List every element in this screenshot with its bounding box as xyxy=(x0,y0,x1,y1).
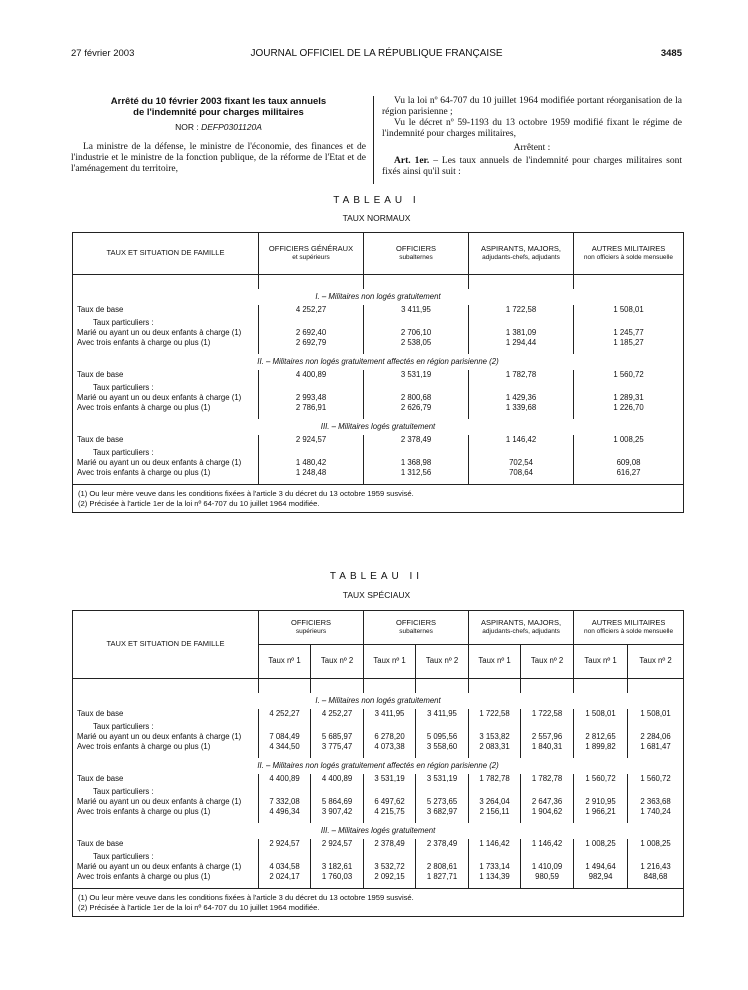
t1-header-officiers: OFFICIERS subalternes xyxy=(364,233,469,275)
row-label: Taux particuliers : xyxy=(73,852,259,862)
footnotes xyxy=(73,485,684,513)
value-cell: 2 800,68 xyxy=(364,393,469,403)
value-cell: 2 808,61 xyxy=(416,862,469,872)
spacer-row xyxy=(73,275,684,290)
value-cell: 3 532,72 xyxy=(364,862,416,872)
value-cell: 1 966,21 xyxy=(574,807,628,817)
value-cell: 1 429,36 xyxy=(469,393,574,403)
spacer-cell xyxy=(469,679,521,694)
value-cell: 2 812,65 xyxy=(574,732,628,742)
footnote: (1) Ou leur mère veuve dans les conditions fixées à l'article 3 du décret du 13 octobre 1959 susvisé. xyxy=(78,893,414,902)
row-label: Marié ou ayant un ou deux enfants à charge (1) xyxy=(73,732,259,742)
section-title: II. – Militaires non logés gratuitement affectés en région parisienne (2) xyxy=(73,354,684,370)
value-cell: 2 156,11 xyxy=(469,807,521,817)
base-rate-row xyxy=(73,370,684,380)
rate-header: Taux nº 1 xyxy=(574,645,628,679)
t2-header-officiers-subalternes: OFFICIERS subalternes xyxy=(364,611,469,645)
value-cell xyxy=(628,852,684,862)
spacer-cell xyxy=(259,275,364,290)
value-cell: 4 252,27 xyxy=(259,709,311,719)
value-cell: 1 248,48 xyxy=(259,468,364,478)
value-cell: 6 278,20 xyxy=(364,732,416,742)
value-cell: 1 480,42 xyxy=(259,458,364,468)
section-title-row xyxy=(73,693,684,709)
article-intro: La ministre de la défense, le ministre de l'économie, des finances et de l'industrie et le ministre de la fonction publique, de la réforme de l'Etat et de l'aménagement du territoire, xyxy=(71,142,366,174)
footnotes-row xyxy=(73,889,684,917)
base-rate-row xyxy=(73,774,684,784)
column-separator xyxy=(373,96,374,184)
value-cell xyxy=(628,722,684,732)
value-cell: 4 496,34 xyxy=(259,807,311,817)
value-cell: 1 146,42 xyxy=(469,839,521,849)
value-cell xyxy=(311,722,364,732)
spacer-cell xyxy=(73,275,259,290)
value-cell xyxy=(259,852,311,862)
particular-rate-row xyxy=(73,403,684,413)
value-cell: 1 840,31 xyxy=(521,742,574,752)
section-title-row xyxy=(73,823,684,839)
particular-rate-row xyxy=(73,338,684,348)
value-cell: 708,64 xyxy=(469,468,574,478)
particular-rate-row xyxy=(73,458,684,468)
base-rate-row xyxy=(73,839,684,849)
value-cell xyxy=(521,852,574,862)
value-cell: 1 146,42 xyxy=(521,839,574,849)
spacer-cell xyxy=(364,275,469,290)
value-cell xyxy=(364,722,416,732)
section-title: I. – Militaires non logés gratuitement xyxy=(73,693,684,709)
journal-title: JOURNAL OFFICIEL DE LA RÉPUBLIQUE FRANÇAISE xyxy=(250,48,503,59)
value-cell xyxy=(416,722,469,732)
value-cell: 1 381,09 xyxy=(469,328,574,338)
row-label: Taux de base xyxy=(73,839,259,849)
particular-rate-row xyxy=(73,468,684,478)
value-cell: 7 084,49 xyxy=(259,732,311,742)
value-cell: 2 692,79 xyxy=(259,338,364,348)
vu-loi: Vu la loi nº 64-707 du 10 juillet 1964 modifiée portant réorganisation de la région parisienne ; xyxy=(382,96,682,117)
value-cell: 2 626,79 xyxy=(364,403,469,413)
row-label: Taux particuliers : xyxy=(73,787,259,797)
section-title: II. – Militaires non logés gratuitement affectés en région parisienne (2) xyxy=(73,758,684,774)
row-label: Marié ou ayant un ou deux enfants à charge (1) xyxy=(73,458,259,468)
spacer-cell xyxy=(259,679,311,694)
row-label: Taux particuliers : xyxy=(73,318,259,328)
particuliers-row xyxy=(73,448,684,458)
value-cell: 3 531,19 xyxy=(364,774,416,784)
value-cell: 3 411,95 xyxy=(364,305,469,315)
row-label: Marié ou ayant un ou deux enfants à charge (1) xyxy=(73,797,259,807)
row-label: Marié ou ayant un ou deux enfants à charge (1) xyxy=(73,328,259,338)
value-cell: 7 332,08 xyxy=(259,797,311,807)
value-cell: 980,59 xyxy=(521,872,574,882)
value-cell: 3 153,82 xyxy=(469,732,521,742)
article-right-column xyxy=(382,96,682,178)
value-cell: 1 368,98 xyxy=(364,458,469,468)
value-cell: 2 083,31 xyxy=(469,742,521,752)
particular-rate-row xyxy=(73,872,684,882)
particuliers-row xyxy=(73,318,684,328)
footnote: (1) Ou leur mère veuve dans les conditions fixées à l'article 3 du décret du 13 octobre 1959 susvisé. xyxy=(78,489,414,498)
row-label: Taux de base xyxy=(73,370,259,380)
rate-header: Taux nº 1 xyxy=(259,645,311,679)
particuliers-row xyxy=(73,787,684,797)
row-label: Marié ou ayant un ou deux enfants à charge (1) xyxy=(73,393,259,403)
value-cell: 3 775,47 xyxy=(311,742,364,752)
particular-rate-row xyxy=(73,797,684,807)
value-cell: 1 410,09 xyxy=(521,862,574,872)
value-cell: 3 411,95 xyxy=(364,709,416,719)
value-cell: 1 827,71 xyxy=(416,872,469,882)
footnotes xyxy=(73,889,684,917)
tableau2-title: TABLEAU II xyxy=(329,571,424,582)
row-label: Taux de base xyxy=(73,774,259,784)
value-cell: 1 782,78 xyxy=(469,774,521,784)
spacer-cell xyxy=(574,679,628,694)
value-cell: 2 378,49 xyxy=(416,839,469,849)
value-cell: 3 531,19 xyxy=(364,370,469,380)
value-cell xyxy=(574,383,684,393)
page-number: 3485 xyxy=(660,48,682,59)
nor-reference: NOR : DEFP0301120A xyxy=(175,122,262,132)
value-cell: 2 924,57 xyxy=(259,839,311,849)
particular-rate-row xyxy=(73,862,684,872)
value-cell xyxy=(364,787,416,797)
value-cell: 1 146,42 xyxy=(469,435,574,445)
value-cell: 3 411,95 xyxy=(416,709,469,719)
value-cell: 2 557,96 xyxy=(521,732,574,742)
value-cell: 2 538,05 xyxy=(364,338,469,348)
value-cell: 4 215,75 xyxy=(364,807,416,817)
row-label: Avec trois enfants à charge ou plus (1) xyxy=(73,468,259,478)
particular-rate-row xyxy=(73,742,684,752)
particular-rate-row xyxy=(73,732,684,742)
value-cell xyxy=(469,448,574,458)
section-title: I. – Militaires non logés gratuitement xyxy=(73,289,684,305)
value-cell: 1 560,72 xyxy=(574,370,684,380)
value-cell: 1 294,44 xyxy=(469,338,574,348)
value-cell: 1 185,27 xyxy=(574,338,684,348)
value-cell: 1 008,25 xyxy=(628,839,684,849)
particular-rate-row xyxy=(73,393,684,403)
row-label: Avec trois enfants à charge ou plus (1) xyxy=(73,742,259,752)
value-cell xyxy=(469,318,574,328)
value-cell: 1 339,68 xyxy=(469,403,574,413)
value-cell: 1 245,77 xyxy=(574,328,684,338)
value-cell: 1 681,47 xyxy=(628,742,684,752)
spacer-row xyxy=(73,679,684,694)
value-cell xyxy=(469,383,574,393)
value-cell xyxy=(259,448,364,458)
value-cell xyxy=(628,787,684,797)
row-label: Taux de base xyxy=(73,305,259,315)
base-rate-row xyxy=(73,709,684,719)
t2-header-officiers-superieurs: OFFICIERS supérieurs xyxy=(259,611,364,645)
tableau1-title: TABLEAU I xyxy=(333,195,420,206)
value-cell: 702,54 xyxy=(469,458,574,468)
value-cell: 1 722,58 xyxy=(469,709,521,719)
value-cell: 5 864,69 xyxy=(311,797,364,807)
t1-header-officiers-generaux: OFFICIERS GÉNÉRAUX et supérieurs xyxy=(259,233,364,275)
value-cell: 2 924,57 xyxy=(259,435,364,445)
value-cell xyxy=(259,318,364,328)
particuliers-row xyxy=(73,852,684,862)
value-cell xyxy=(259,787,311,797)
value-cell: 3 264,04 xyxy=(469,797,521,807)
value-cell: 4 344,50 xyxy=(259,742,311,752)
spacer-cell xyxy=(521,679,574,694)
value-cell xyxy=(259,722,311,732)
value-cell: 1 216,43 xyxy=(628,862,684,872)
value-cell xyxy=(416,787,469,797)
value-cell xyxy=(574,787,628,797)
value-cell: 1 008,25 xyxy=(574,435,684,445)
value-cell xyxy=(574,722,628,732)
value-cell: 1 733,14 xyxy=(469,862,521,872)
section-title-row xyxy=(73,758,684,774)
section-title-row xyxy=(73,354,684,370)
section-title: III. – Militaires logés gratuitement xyxy=(73,419,684,435)
row-label: Avec trois enfants à charge ou plus (1) xyxy=(73,338,259,348)
base-rate-row xyxy=(73,305,684,315)
value-cell: 2 024,17 xyxy=(259,872,311,882)
spacer-cell xyxy=(73,679,259,694)
value-cell: 2 786,91 xyxy=(259,403,364,413)
footnote: (2) Précisée à l'article 1er de la loi nº 64-707 du 10 juillet 1964 modifiée. xyxy=(78,498,320,508)
row-label: Taux de base xyxy=(73,435,259,445)
article-left-column xyxy=(71,96,366,175)
value-cell: 2 363,68 xyxy=(628,797,684,807)
value-cell: 1 008,25 xyxy=(574,839,628,849)
value-cell: 2 284,06 xyxy=(628,732,684,742)
value-cell: 3 182,61 xyxy=(311,862,364,872)
value-cell: 4 400,89 xyxy=(259,370,364,380)
rate-header: Taux nº 1 xyxy=(364,645,416,679)
base-rate-row xyxy=(73,435,684,445)
value-cell: 2 993,48 xyxy=(259,393,364,403)
value-cell: 1 782,78 xyxy=(521,774,574,784)
value-cell: 1 740,24 xyxy=(628,807,684,817)
value-cell: 3 531,19 xyxy=(416,774,469,784)
spacer-cell xyxy=(364,679,416,694)
value-cell: 1 226,70 xyxy=(574,403,684,413)
row-label: Taux particuliers : xyxy=(73,448,259,458)
spacer-cell xyxy=(628,679,684,694)
value-cell xyxy=(259,383,364,393)
rate-header: Taux nº 2 xyxy=(628,645,684,679)
value-cell: 1 760,03 xyxy=(311,872,364,882)
rate-header: Taux nº 2 xyxy=(416,645,469,679)
value-cell xyxy=(469,722,521,732)
value-cell xyxy=(469,852,521,862)
section-title-row xyxy=(73,289,684,305)
value-cell: 609,08 xyxy=(574,458,684,468)
value-cell: 1 782,78 xyxy=(469,370,574,380)
value-cell xyxy=(574,318,684,328)
t1-header-autres: AUTRES MILITAIRES non officiers à solde mensuelle xyxy=(574,233,684,275)
value-cell xyxy=(574,448,684,458)
value-cell xyxy=(311,787,364,797)
spacer-cell xyxy=(416,679,469,694)
value-cell: 6 497,62 xyxy=(364,797,416,807)
tableau2-table xyxy=(72,610,684,917)
value-cell xyxy=(364,318,469,328)
article-1: Art. 1er. – Les taux annuels de l'indemnité pour charges militaires sont fixés ainsi qu'il suit : xyxy=(382,156,682,177)
value-cell: 1 899,82 xyxy=(574,742,628,752)
value-cell: 5 095,56 xyxy=(416,732,469,742)
row-label: Avec trois enfants à charge ou plus (1) xyxy=(73,807,259,817)
arretent: Arrêtent : xyxy=(513,143,551,153)
value-cell xyxy=(364,448,469,458)
value-cell: 3 558,60 xyxy=(416,742,469,752)
t2-header-aspirants: ASPIRANTS, MAJORS, adjudants-chefs, adjudants xyxy=(469,611,574,645)
value-cell: 1 722,58 xyxy=(469,305,574,315)
row-label: Marié ou ayant un ou deux enfants à charge (1) xyxy=(73,862,259,872)
footnotes-row xyxy=(73,485,684,513)
value-cell: 1 312,56 xyxy=(364,468,469,478)
particuliers-row xyxy=(73,383,684,393)
footnote: (2) Précisée à l'article 1er de la loi nº 64-707 du 10 juillet 1964 modifiée. xyxy=(78,902,320,912)
value-cell xyxy=(416,852,469,862)
t1-header-taux: TAUX ET SITUATION DE FAMILLE xyxy=(73,233,259,275)
value-cell xyxy=(574,852,628,862)
row-label: Taux particuliers : xyxy=(73,722,259,732)
value-cell: 2 378,49 xyxy=(364,435,469,445)
value-cell: 1 508,01 xyxy=(574,709,628,719)
t1-header-aspirants: ASPIRANTS, MAJORS, adjudants-chefs, adjudants xyxy=(469,233,574,275)
value-cell: 2 924,57 xyxy=(311,839,364,849)
vu-decret: Vu le décret nº 59-1193 du 13 octobre 1959 modifié fixant le régime de l'indemnité pour charges militaires, xyxy=(382,118,682,139)
value-cell xyxy=(521,722,574,732)
header-date: 27 février 2003 xyxy=(71,48,135,59)
rate-header: Taux nº 2 xyxy=(311,645,364,679)
row-label: Taux de base xyxy=(73,709,259,719)
tableau2-subtitle: TAUX SPÉCIAUX xyxy=(342,590,411,600)
value-cell: 616,27 xyxy=(574,468,684,478)
value-cell: 2 092,15 xyxy=(364,872,416,882)
value-cell: 1 508,01 xyxy=(628,709,684,719)
value-cell xyxy=(469,787,521,797)
spacer-cell xyxy=(469,275,574,290)
value-cell xyxy=(364,852,416,862)
section-title-row xyxy=(73,419,684,435)
page-header xyxy=(71,48,682,62)
particular-rate-row xyxy=(73,807,684,817)
value-cell: 4 400,89 xyxy=(259,774,311,784)
value-cell: 848,68 xyxy=(628,872,684,882)
value-cell: 1 560,72 xyxy=(574,774,628,784)
particular-rate-row xyxy=(73,328,684,338)
spacer-cell xyxy=(574,275,684,290)
tableau1-subtitle: TAUX NORMAUX xyxy=(342,213,411,223)
value-cell: 4 252,27 xyxy=(311,709,364,719)
particuliers-row xyxy=(73,722,684,732)
value-cell: 4 034,58 xyxy=(259,862,311,872)
value-cell: 3 907,42 xyxy=(311,807,364,817)
value-cell: 3 682,97 xyxy=(416,807,469,817)
row-label: Avec trois enfants à charge ou plus (1) xyxy=(73,872,259,882)
value-cell xyxy=(364,383,469,393)
value-cell: 2 910,95 xyxy=(574,797,628,807)
tableau1-table xyxy=(72,232,684,513)
row-label: Avec trois enfants à charge ou plus (1) xyxy=(73,403,259,413)
rate-header: Taux nº 1 xyxy=(469,645,521,679)
section-title: III. – Militaires logés gratuitement xyxy=(73,823,684,839)
value-cell: 4 252,27 xyxy=(259,305,364,315)
value-cell: 2 692,40 xyxy=(259,328,364,338)
value-cell: 1 722,58 xyxy=(521,709,574,719)
t2-header-taux: TAUX ET SITUATION DE FAMILLE xyxy=(73,611,259,679)
value-cell: 1 134,39 xyxy=(469,872,521,882)
value-cell: 1 494,64 xyxy=(574,862,628,872)
value-cell: 4 073,38 xyxy=(364,742,416,752)
value-cell: 1 289,31 xyxy=(574,393,684,403)
value-cell: 1 904,62 xyxy=(521,807,574,817)
article-title: Arrêté du 10 février 2003 fixant les taux annuels de l'indemnité pour charges militaires xyxy=(110,96,327,118)
value-cell xyxy=(521,787,574,797)
value-cell: 2 706,10 xyxy=(364,328,469,338)
value-cell: 4 400,89 xyxy=(311,774,364,784)
row-label: Taux particuliers : xyxy=(73,383,259,393)
value-cell: 5 273,65 xyxy=(416,797,469,807)
value-cell: 2 378,49 xyxy=(364,839,416,849)
value-cell: 1 560,72 xyxy=(628,774,684,784)
rate-header: Taux nº 2 xyxy=(521,645,574,679)
spacer-cell xyxy=(311,679,364,694)
value-cell: 982,94 xyxy=(574,872,628,882)
value-cell: 1 508,01 xyxy=(574,305,684,315)
value-cell xyxy=(311,852,364,862)
value-cell: 2 647,36 xyxy=(521,797,574,807)
value-cell: 5 685,97 xyxy=(311,732,364,742)
t2-header-autres: AUTRES MILITAIRES non officiers à solde mensuelle xyxy=(574,611,684,645)
